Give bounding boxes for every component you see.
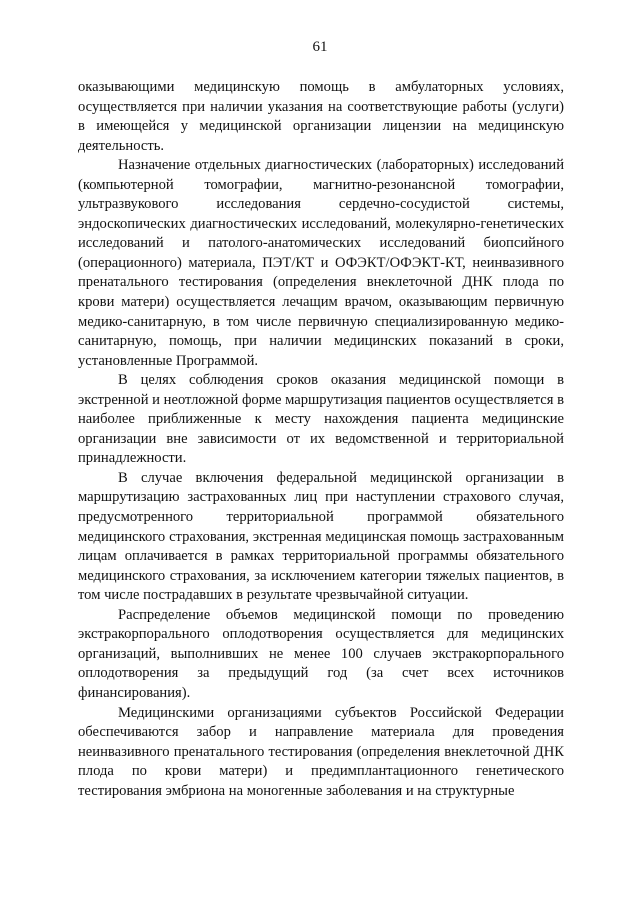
page-number: 61: [312, 39, 328, 55]
paragraph-federal-organization: В случае включения федеральной медицинской организации в маршрутизацию застрахованных лиц при наступлении страхового случая, предусмотренного территориальной программой обязательного медицинского страхования, экстренная медицинская помощь застрахованным лицам оплачивается в рамках территориальной программы обязательного медицинского страхования, за исключением категории тяжелых пациентов, в том числе пострадавших в результате чрезвычайной ситуации.: [78, 469, 564, 604]
paragraph-prenatal-testing: Медицинскими организациями субъектов Российской Федерации обеспечиваются забор и направление материала для проведения неинвазивного пренатального тестирования (определения внеклеточной ДНК плода по крови матери) и предимплантационного генетического тестирования эмбриона на моногенные заболевания и на структурные: [78, 704, 564, 799]
document-body: [78, 78, 564, 801]
paragraph-diagnostic-referrals: Назначение отдельных диагностических (лабораторных) исследований (компьютерной томографии, магнитно-резонансной томографии, ультразвукового исследования сердечно-сосудистой системы, эндоскопических диагностических исследований, молекулярно-генетических исследований и патолого-анатомических исследований биопсийного (операционного) материала, ПЭТ/КТ и ОФЭКТ/ОФЭКТ-КТ, неинвазивного пренатального тестирования (определения внеклеточной ДНК плода по крови матери) осуществляется лечащим врачом, оказывающим первичную медико-санитарную, в том числе первичную специализированную медико-санитарную, помощь, при наличии медицинских показаний в сроки, установленные Программой.: [78, 157, 564, 369]
paragraph-continuation: оказывающими медицинскую помощь в амбулаторных условиях, осуществляется при наличии указания на соответствующие работы (услуги) в имеющейся у медицинской организации лицензии на медицинскую деятельность.: [78, 79, 564, 154]
paragraph-ivf-distribution: Распределение объемов медицинской помощи по проведению экстракорпорального оплодотворения осуществляется для медицинских организаций, выполнивших не менее 100 случаев экстракорпорального оплодотворения за предыдущий год (за счет всех источников финансирования).: [78, 606, 564, 701]
paragraph-emergency-routing: В целях соблюдения сроков оказания медицинской помощи в экстренной и неотложной форме маршрутизация пациентов осуществляется в наиболее приближенные к месту нахождения пациента медицинские организации вне зависимости от их ведомственной и территориальной принадлежности.: [78, 372, 564, 467]
